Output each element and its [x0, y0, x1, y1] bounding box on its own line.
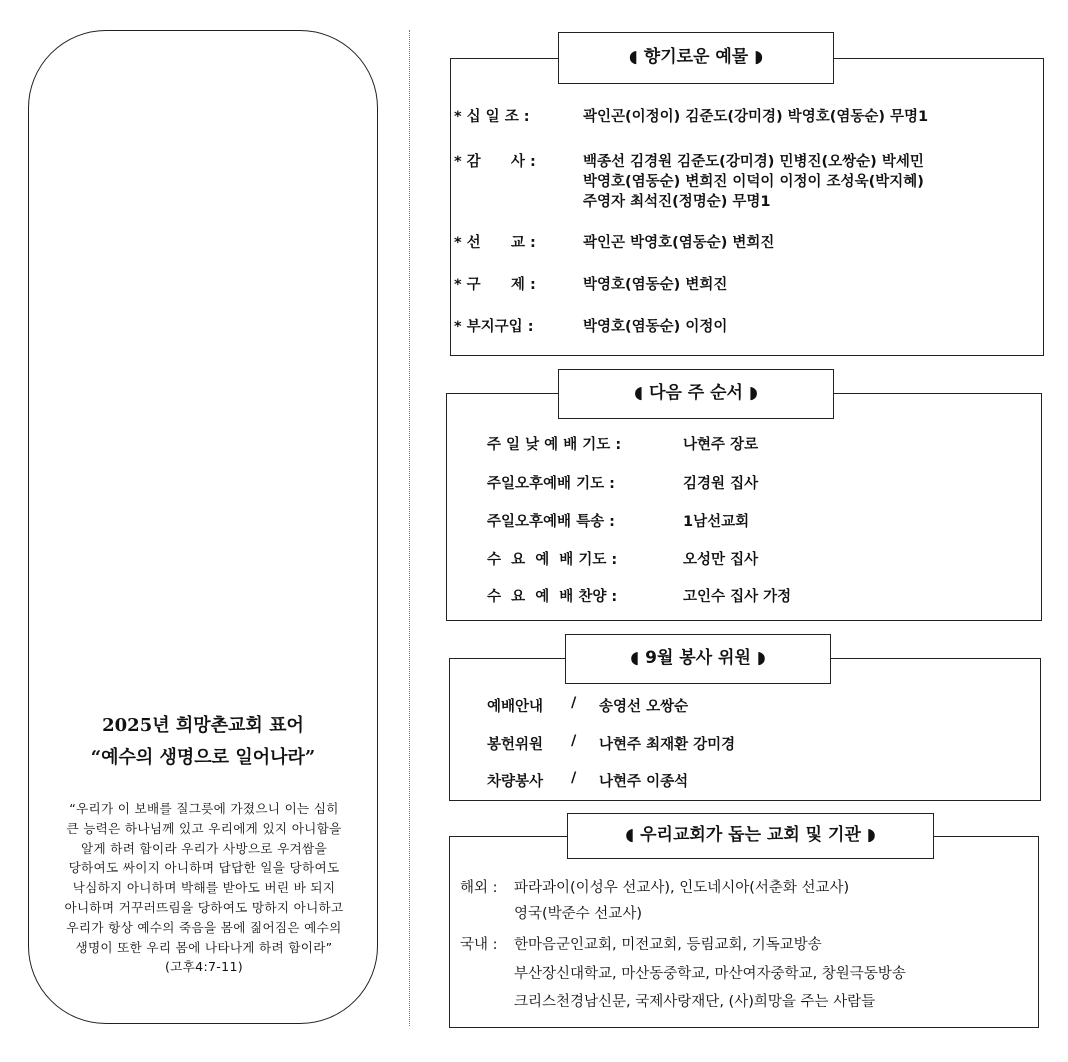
- motto-card: [28, 30, 378, 1024]
- offering-label: * 십 일 조 :: [454, 109, 530, 125]
- domestic-line: 크리스천경남신문, 국제사랑재단, (사)희망을 주는 사람들: [514, 994, 876, 1010]
- volunteer-separator: /: [571, 770, 577, 786]
- offering-names: 주영자 최석진(정명순) 무명1: [583, 194, 771, 210]
- volunteer-names: 송영선 오쌍순: [599, 699, 689, 715]
- offering-label: * 부지구입 :: [454, 319, 534, 335]
- overseas-line: 파라과이(이성우 선교사), 인도네시아(서춘화 선교사): [514, 880, 850, 896]
- offering-names: 곽인곤(이정이) 김준도(강미경) 박영호(염동순) 무명1: [583, 109, 929, 125]
- supported-title: ◖ 우리교회가 돕는 교회 및 기관 ◗: [567, 813, 934, 859]
- next-week-title: ◖ 다음 주 순서 ◗: [558, 369, 834, 419]
- verse-line: 생명이 또한 우리 몸에 나타나게 하려 함이라”: [75, 939, 333, 955]
- schedule-value: 고인수 집사 가정: [683, 589, 792, 605]
- schedule-label: 주 일 낮 예 배 기도 :: [487, 437, 622, 453]
- offering-names: 곽인곤 박영호(염동순) 변희진: [583, 235, 775, 251]
- volunteer-names: 나현주 최재환 강미경: [599, 737, 736, 753]
- offering-names: 박영호(염동순) 변희진: [583, 277, 728, 293]
- offering-names: 박영호(염동순) 변희진 이덕이 이정이 조성욱(박지혜): [583, 174, 924, 190]
- verse-block: [41, 799, 367, 977]
- offering-label: * 선 교 :: [454, 235, 536, 251]
- verse-reference: (고후4:7-11): [165, 959, 243, 975]
- schedule-label: 수 요 예 배 기도 :: [487, 552, 618, 568]
- offering-names: 백종선 김경원 김준도(강미경) 민병진(오쌍순) 박세민: [583, 154, 924, 170]
- schedule-label: 수 요 예 배 찬양 :: [487, 589, 618, 605]
- offering-names: 박영호(염동순) 이정이: [583, 319, 728, 335]
- volunteer-role: 봉헌위원: [487, 737, 544, 753]
- offering-label: * 감 사 :: [454, 154, 536, 170]
- volunteer-role: 차량봉사: [487, 774, 544, 790]
- schedule-value: 오성만 집사: [683, 552, 759, 568]
- domestic-line: 부산장신대학교, 마산동중학교, 마산여자중학교, 창원극동방송: [514, 966, 906, 982]
- volunteer-separator: /: [571, 695, 577, 711]
- offerings-title: ◖ 향기로운 예물 ◗: [558, 32, 834, 84]
- schedule-value: 김경원 집사: [683, 476, 759, 492]
- domestic-label: 국내 :: [460, 937, 498, 953]
- verse-line: “우리가 이 보배를 질그릇에 가졌으니 이는 심히: [69, 801, 339, 816]
- verse-line: 당하여도 싸이지 아니하며 답답한 일을 당하여도: [68, 860, 340, 876]
- volunteers-title: ◖ 9월 봉사 위원 ◗: [565, 634, 831, 684]
- verse-line: 낙심하지 아니하며 박해를 받아도 버린 바 되지: [72, 880, 336, 896]
- schedule-label: 주일오후예배 특송 :: [487, 514, 615, 530]
- volunteer-separator: /: [571, 733, 577, 749]
- overseas-line: 영국(박준수 선교사): [514, 906, 642, 922]
- schedule-value: 나현주 장로: [683, 437, 759, 453]
- schedule-label: 주일오후예배 기도 :: [487, 476, 615, 492]
- verse-line: 아니하며 거꾸러뜨림을 당하여도 망하지 아니하고: [64, 899, 344, 915]
- motto-year-title: 2025년 희망촌교회 표어: [102, 715, 304, 736]
- verse-line: 큰 능력은 하나님께 있고 우리에게 있지 아니함을: [66, 820, 342, 836]
- volunteer-role: 예배안내: [487, 699, 544, 715]
- verse-line: 알게 하려 함이라 우리가 사방으로 우겨쌈을: [81, 840, 327, 856]
- domestic-line: 한마음군인교회, 미전교회, 등림교회, 기독교방송: [514, 937, 822, 953]
- motto-slogan: “예수의 생명으로 일어나라”: [90, 747, 316, 768]
- volunteer-names: 나현주 이종석: [599, 774, 689, 790]
- schedule-value: 1남선교회: [683, 514, 750, 530]
- offering-label: * 구 제 :: [454, 277, 536, 293]
- overseas-label: 해외 :: [460, 880, 498, 896]
- verse-line: 우리가 항상 예수의 죽음을 몸에 짊어짐은 예수의: [66, 919, 342, 935]
- column-divider: [409, 30, 410, 1026]
